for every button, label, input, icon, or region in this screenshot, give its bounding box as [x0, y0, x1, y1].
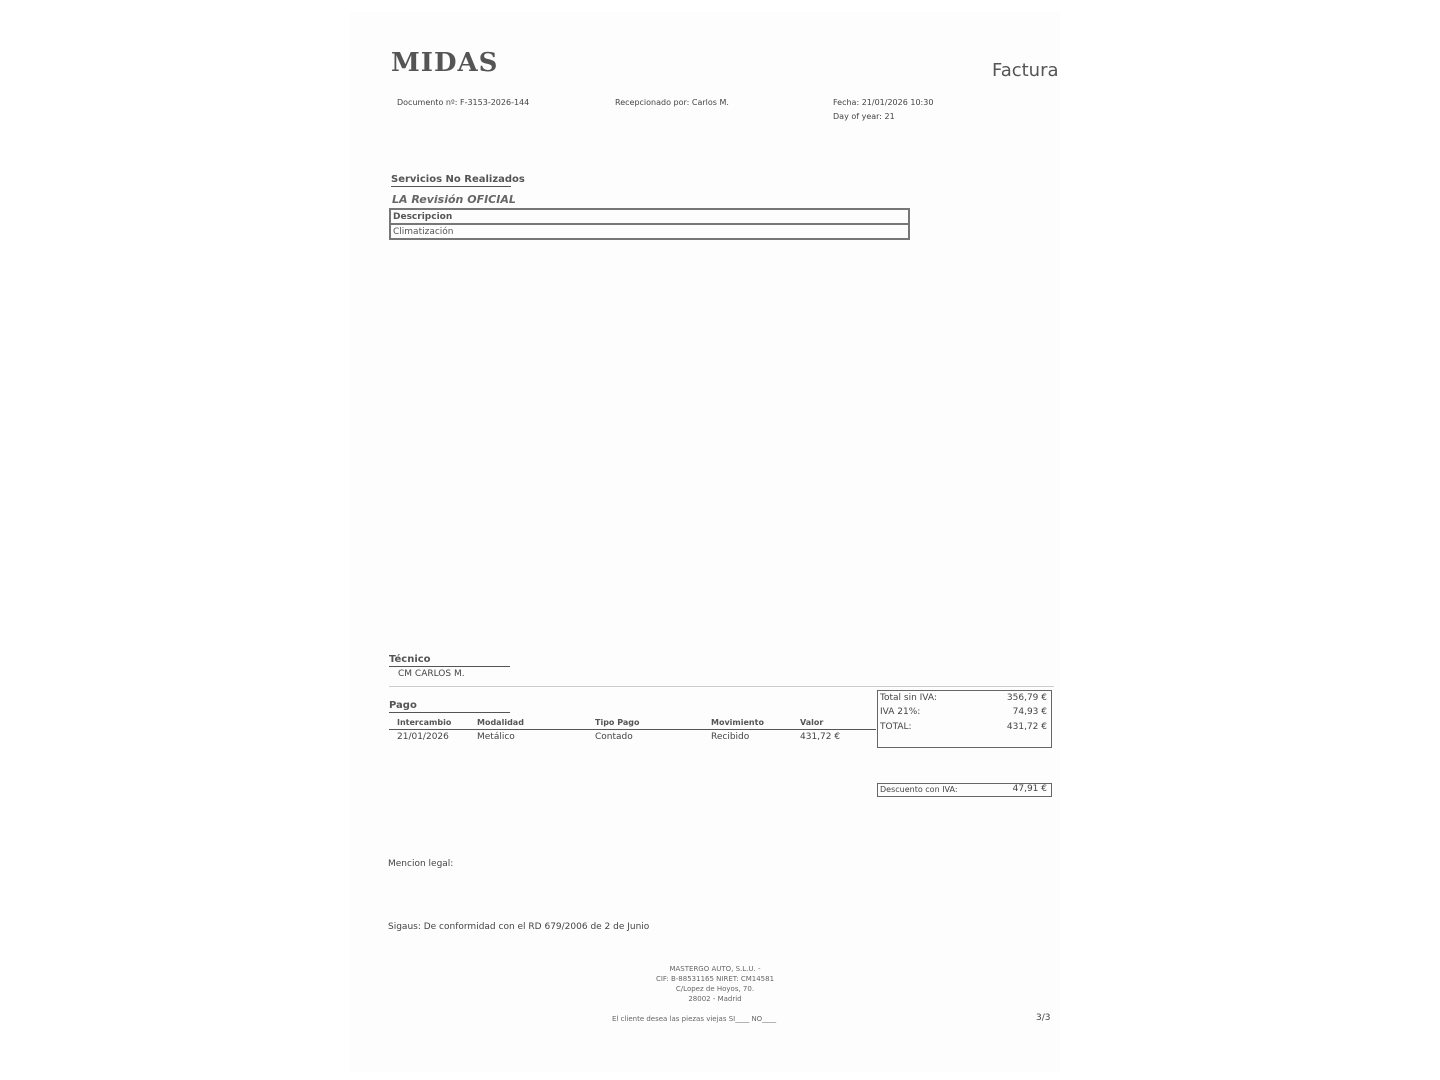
- pago-col-intercambio: Intercambio: [397, 718, 452, 727]
- total-row: [880, 722, 1047, 732]
- pago-modalidad: Metálico: [477, 732, 515, 742]
- invoice-page: [350, 12, 1060, 1072]
- pago-intercambio: 21/01/2026: [397, 732, 449, 742]
- fecha-label: Fecha:: [833, 98, 860, 107]
- fecha-value: 21/01/2026 10:30: [861, 98, 934, 107]
- footer-cif: CIF: B-88531165 NIRET: CM14581: [655, 975, 775, 983]
- pago-header-rule: [389, 729, 876, 730]
- tecnico-heading: Técnico: [389, 654, 510, 667]
- pago-col-tipo-pago: Tipo Pago: [595, 718, 640, 727]
- total-sin-iva-label: Total sin IVA:: [880, 693, 937, 703]
- pago-heading: Pago: [389, 700, 510, 713]
- page-number: 3/3: [1036, 1013, 1051, 1023]
- iva-label: IVA 21%:: [880, 707, 921, 717]
- recepcionado-field: [615, 98, 729, 107]
- document-title: Factura: [992, 60, 1059, 81]
- pago-col-movimiento: Movimiento: [711, 718, 764, 727]
- iva-value: 74,93 €: [1012, 707, 1047, 717]
- recepcionado-label: Recepcionado por:: [615, 98, 690, 107]
- footer-company: MASTERGO AUTO, S.L.U. -: [669, 965, 761, 973]
- day-value: 21: [884, 112, 895, 121]
- discount-label: Descuento con IVA:: [880, 785, 958, 794]
- divider: [389, 686, 1054, 687]
- description-header: Descripcion: [391, 210, 908, 225]
- day-label: Day of year:: [833, 112, 882, 121]
- pago-col-valor: Valor: [800, 718, 824, 727]
- pago-movimiento: Recibido: [711, 732, 750, 742]
- pago-tipo-pago: Contado: [595, 732, 633, 742]
- sigaus-note: Sigaus: De conformidad con el RD 679/2006 de 2 de Junio: [388, 922, 650, 932]
- documento-field: [397, 98, 529, 107]
- pago-valor: 431,72 €: [800, 732, 841, 742]
- iva-row: [880, 707, 1047, 717]
- description-row: Climatización: [393, 227, 454, 237]
- services-subtitle: LA Revisión OFICIAL: [392, 193, 516, 206]
- total-label: TOTAL:: [880, 722, 912, 732]
- midas-logo: MIDAS: [391, 48, 499, 78]
- footer-city: 28002 - Madrid: [688, 995, 742, 1003]
- total-sin-iva-value: 356,79 €: [1006, 693, 1047, 703]
- tecnico-value: CM CARLOS M.: [398, 669, 465, 679]
- day-of-year-field: [833, 112, 895, 121]
- mencion-legal: Mencion legal:: [388, 859, 454, 869]
- total-sin-iva-row: [880, 693, 1047, 703]
- recepcionado-value: Carlos M.: [691, 98, 729, 107]
- total-value: 431,72 €: [1006, 722, 1047, 732]
- fecha-field: [833, 98, 933, 107]
- totals-box: [877, 690, 1052, 748]
- discount-value: 47,91 €: [1012, 784, 1047, 794]
- documento-value: F-3153-2026-144: [459, 98, 530, 107]
- discount-box: [877, 783, 1052, 797]
- footer-piezas: El cliente desea las piezas viejas SI____ NO____: [612, 1015, 777, 1023]
- documento-label: Documento nº:: [397, 98, 458, 107]
- pago-col-modalidad: Modalidad: [477, 718, 524, 727]
- services-heading: Servicios No Realizados: [391, 174, 525, 185]
- description-table: [389, 208, 910, 240]
- footer-address: C/Lopez de Hoyos, 70.: [675, 985, 755, 993]
